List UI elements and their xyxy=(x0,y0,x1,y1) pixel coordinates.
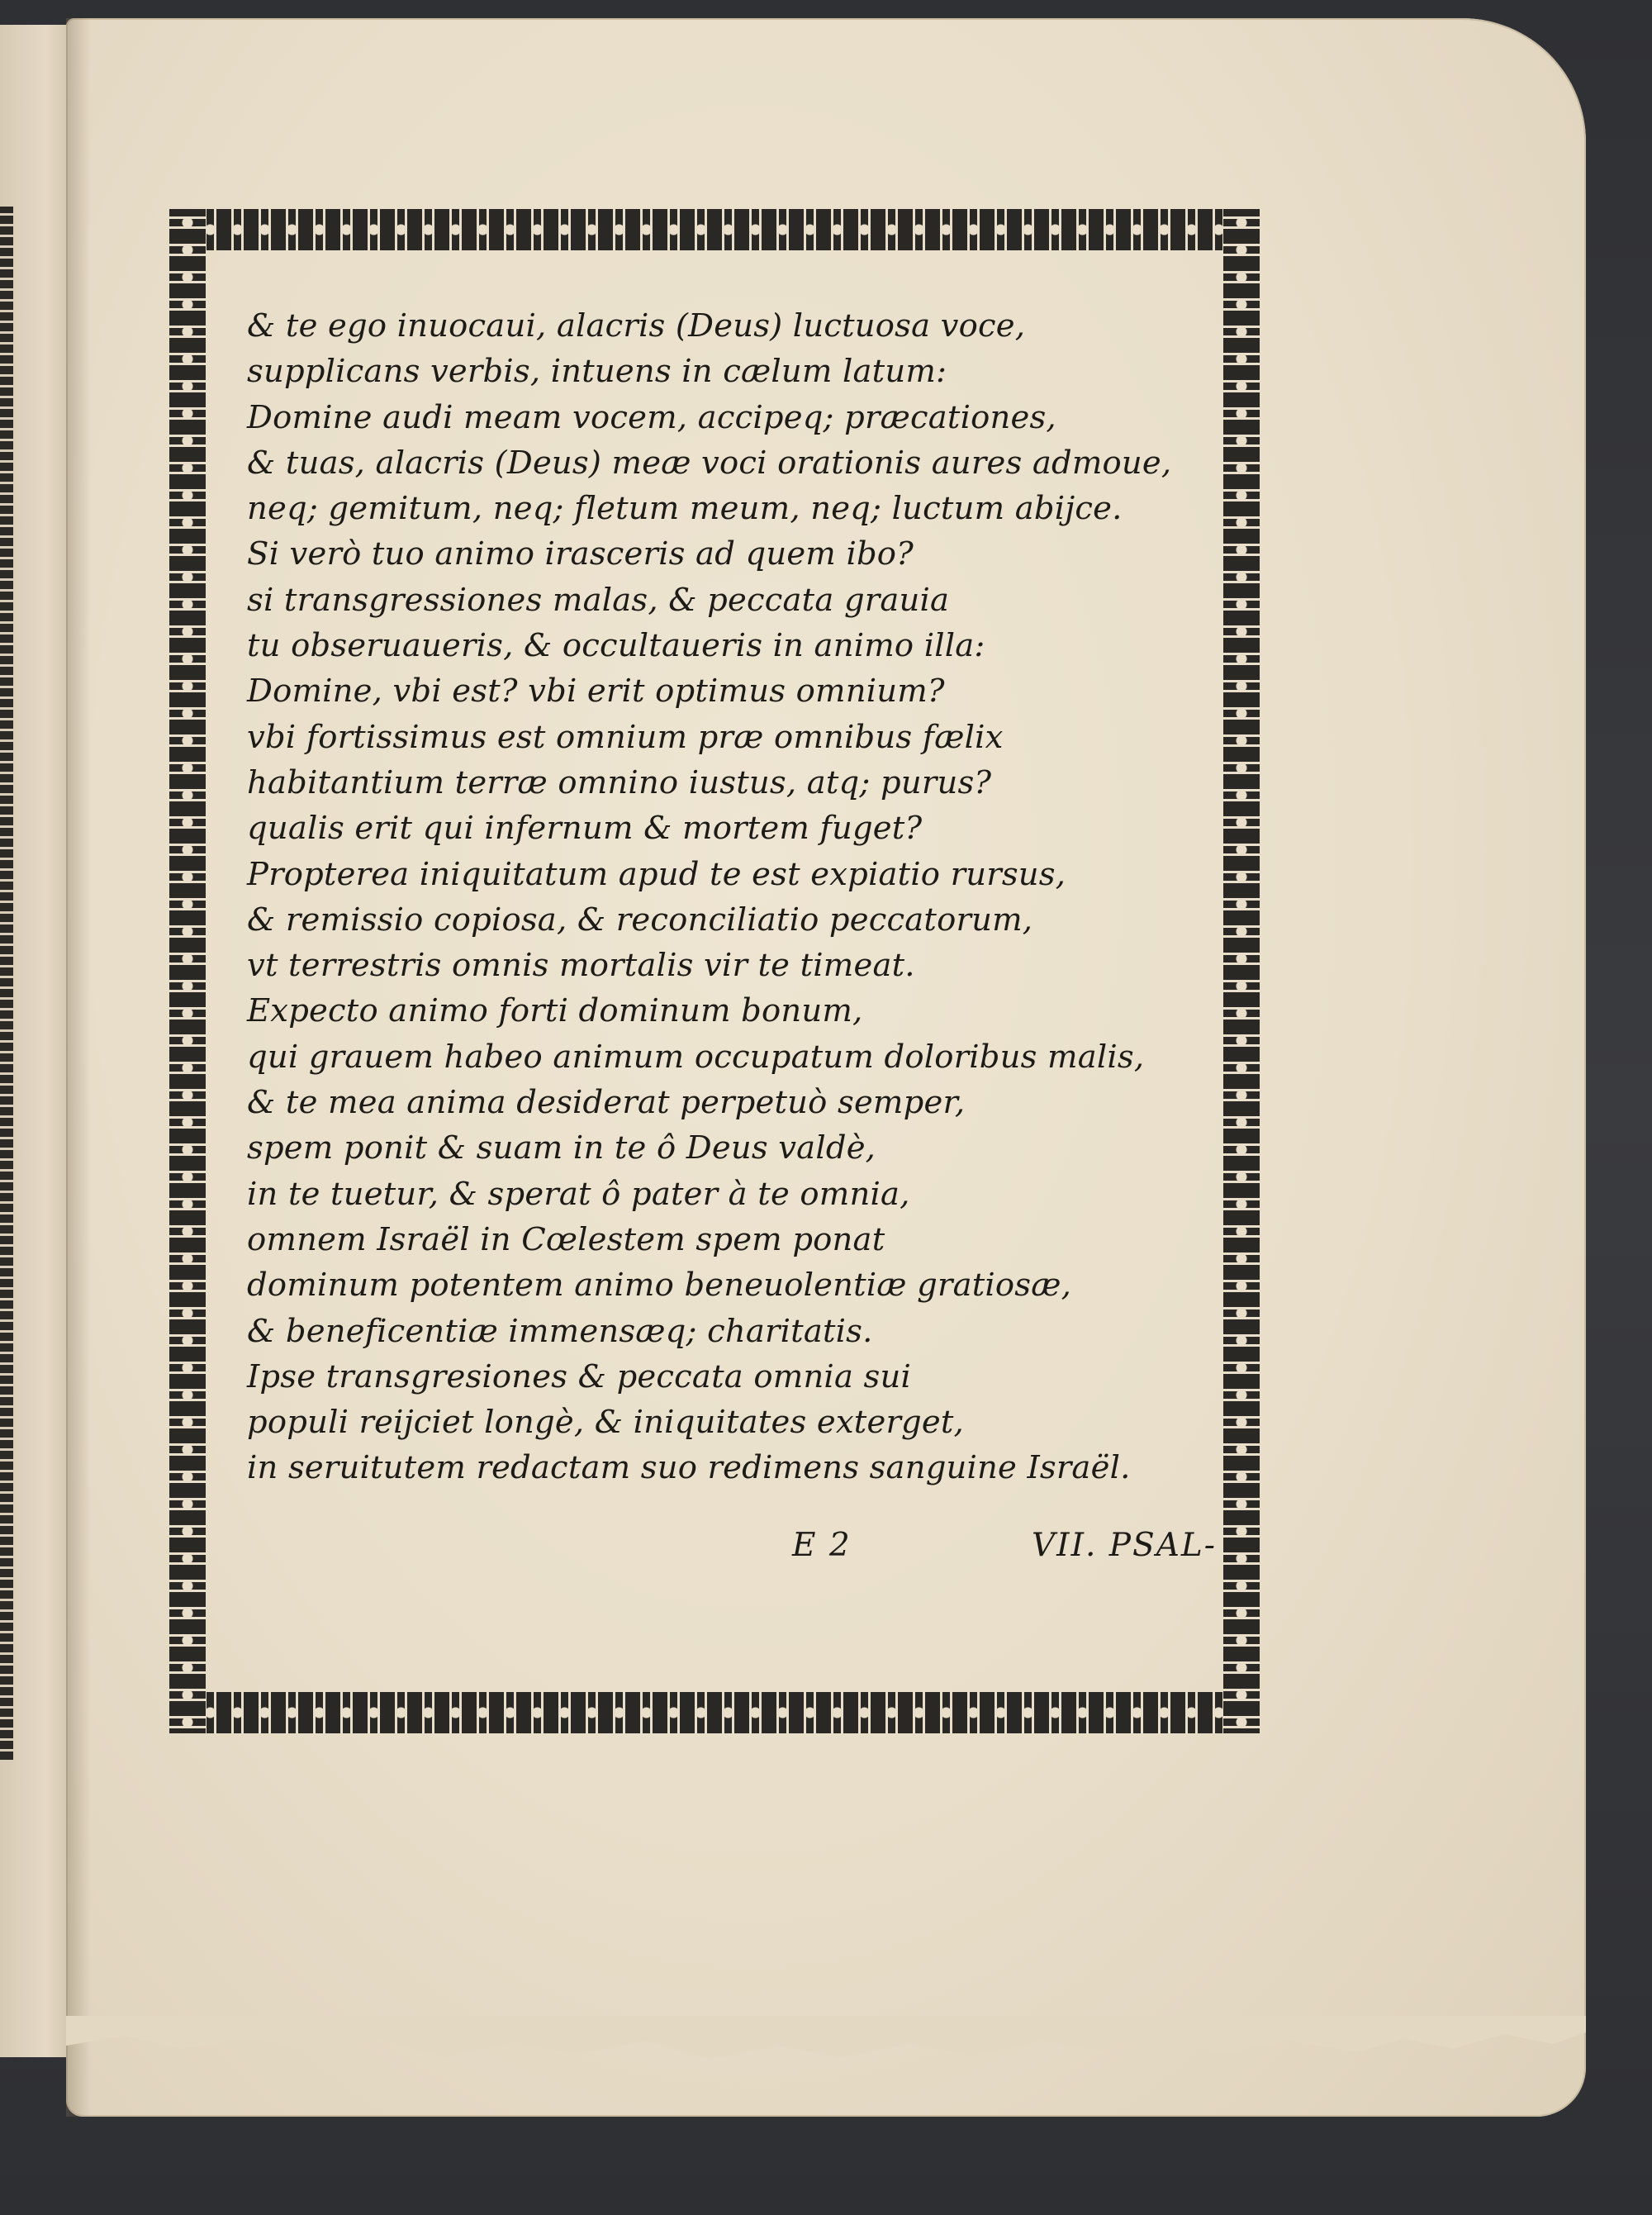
text-line: qualis erit qui infernum & mortem fuget? xyxy=(247,810,923,848)
signature-mark: E 2 xyxy=(792,1527,852,1564)
text-line: Domine, vbi est? vbi erit optimus omnium? xyxy=(247,673,945,711)
page-gutter-shadow xyxy=(66,18,91,2117)
text-area xyxy=(206,250,1223,1692)
text-line: in seruitutem redactam suo redimens sanguine Israël. xyxy=(247,1449,1131,1487)
ornament-border-bottom xyxy=(169,1692,1260,1733)
page-footer xyxy=(206,1527,1223,1576)
text-line: & beneficentiæ immensæq; charitatis. xyxy=(247,1312,873,1350)
text-line: & tuas, alacris (Deus) meæ voci orationis aures admoue, xyxy=(247,444,1172,482)
text-line: Domine audi meam vocem, accipeq; præcationes, xyxy=(247,398,1056,436)
psalm-text xyxy=(247,303,1246,1491)
text-line: tu obseruaueris, & occultaueris in animo illa: xyxy=(247,627,985,665)
text-line: Expecto animo forti dominum bonum, xyxy=(247,992,863,1030)
text-line: supplicans verbis, intuens in cælum latum: xyxy=(247,353,947,391)
text-line: & te mea anima desiderat perpetuò semper, xyxy=(247,1084,966,1122)
text-line: Si verò tuo animo irasceris ad quem ibo? xyxy=(247,535,914,573)
text-line: & remissio copiosa, & reconciliatio peccatorum, xyxy=(247,901,1033,939)
ornamental-frame xyxy=(169,209,1260,1733)
facing-page-ornament-border xyxy=(0,207,13,1760)
text-line: dominum potentem animo beneuolentiæ gratiosæ, xyxy=(247,1267,1072,1305)
text-line: & te ego inuocaui, alacris (Deus) luctuosa voce, xyxy=(247,307,1026,345)
text-line: populi reijciet longè, & iniquitates exterget, xyxy=(247,1404,964,1442)
text-line: omnem Israël in Cœlestem spem ponat xyxy=(247,1220,885,1258)
text-line: si transgressiones malas, & peccata grauia xyxy=(247,581,950,619)
text-line: habitantium terræ omnino iustus, atq; purus? xyxy=(247,763,992,801)
text-line: vt terrestris omnis mortalis vir te timeat. xyxy=(247,947,915,985)
torn-page-edge xyxy=(0,2016,1652,2065)
text-line: neq; gemitum, neq; fletum meum, neq; luctum abijce. xyxy=(247,490,1123,528)
ornament-border-top xyxy=(169,209,1260,250)
text-line: in te tuetur, & sperat ô pater à te omnia, xyxy=(247,1175,910,1213)
text-line: qui grauem habeo animum occupatum doloribus malis, xyxy=(247,1038,1145,1076)
text-line: vbi fortissimus est omnium præ omnibus fælix xyxy=(247,718,1004,756)
text-line: Ipse transgresiones & peccata omnia sui xyxy=(247,1357,912,1395)
catchword: VII. PSAL- xyxy=(1032,1527,1217,1564)
text-line: spem ponit & suam in te ô Deus valdè, xyxy=(247,1129,876,1167)
ornament-border-left xyxy=(169,209,206,1733)
text-line: Propterea iniquitatum apud te est expiatio rursus, xyxy=(247,855,1066,893)
